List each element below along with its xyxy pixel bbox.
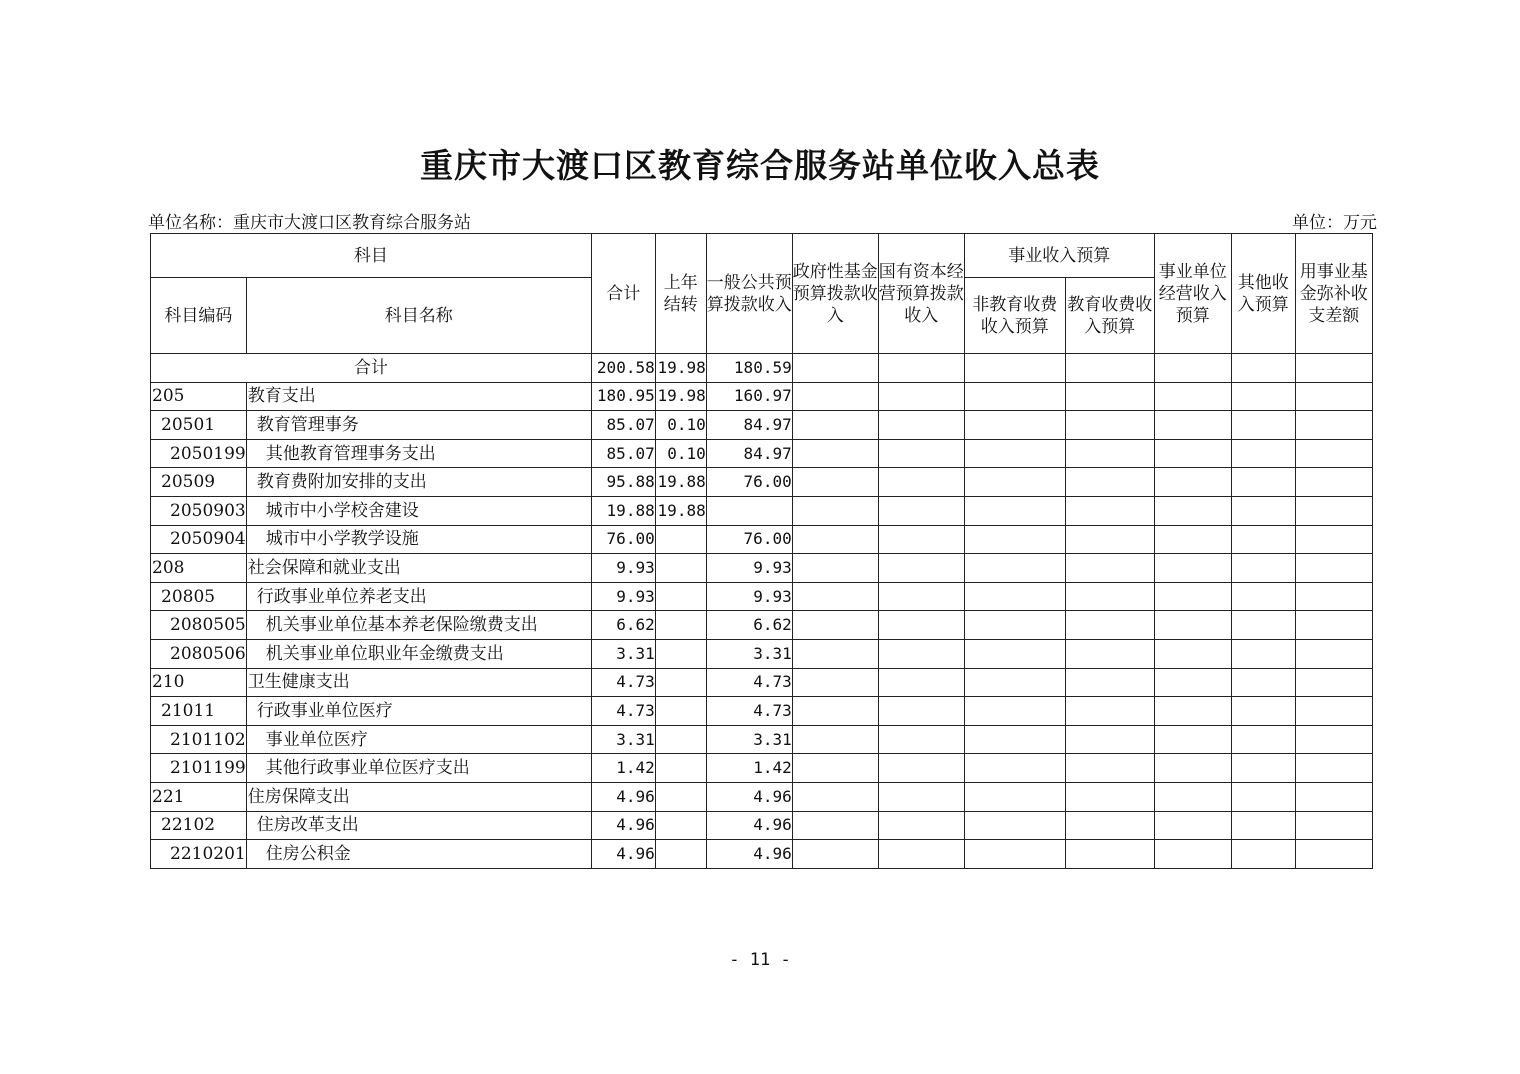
- empty-cell: [1295, 782, 1372, 811]
- empty-cell: [1065, 639, 1154, 668]
- empty-cell: [1154, 439, 1231, 468]
- empty-cell: [878, 811, 964, 840]
- header-total: 合计: [591, 234, 655, 354]
- subject-code: 2050904: [151, 525, 247, 554]
- subject-name: 城市中小学教学设施: [246, 525, 591, 554]
- empty-cell: [1231, 782, 1295, 811]
- amount-total: 3.31: [591, 725, 655, 754]
- header-general-budget: 一般公共预算拨款收入: [706, 234, 792, 354]
- empty-cell: [1154, 840, 1231, 869]
- amount-total: 76.00: [591, 525, 655, 554]
- empty-cell: [792, 754, 878, 783]
- header-other-income: 其他收入预算: [1231, 234, 1295, 354]
- empty-cell: [1154, 639, 1231, 668]
- empty-cell: [1154, 525, 1231, 554]
- table-row: [151, 468, 1373, 497]
- amount-total: 9.93: [591, 554, 655, 583]
- empty-cell: [964, 725, 1065, 754]
- empty-cell: [792, 554, 878, 583]
- table-meta: [148, 208, 1377, 232]
- empty-cell: [964, 496, 1065, 525]
- empty-cell: [1154, 668, 1231, 697]
- empty-cell: [1065, 554, 1154, 583]
- empty-cell: [1154, 754, 1231, 783]
- table-row: [151, 611, 1373, 640]
- empty-cell: [1154, 354, 1231, 383]
- amount-carryover: [655, 754, 706, 783]
- empty-cell: [1231, 840, 1295, 869]
- empty-cell: [1154, 496, 1231, 525]
- header-non-edu-fee: 非教育收费收入预算: [964, 278, 1065, 354]
- amount-carryover: 19.88: [655, 468, 706, 497]
- empty-cell: [1065, 840, 1154, 869]
- empty-cell: [792, 639, 878, 668]
- table-row: [151, 496, 1373, 525]
- amount-carryover: [655, 554, 706, 583]
- empty-cell: [964, 468, 1065, 497]
- table-row: [151, 782, 1373, 811]
- empty-cell: [878, 754, 964, 783]
- amount-total: 9.93: [591, 582, 655, 611]
- total-carryover: 19.98: [655, 354, 706, 383]
- empty-cell: [1154, 611, 1231, 640]
- table-row: [151, 439, 1373, 468]
- header-subject: 科目: [151, 234, 592, 278]
- empty-cell: [1065, 382, 1154, 411]
- amount-carryover: [655, 639, 706, 668]
- subject-name: 社会保障和就业支出: [246, 554, 591, 583]
- empty-cell: [1231, 725, 1295, 754]
- empty-cell: [964, 840, 1065, 869]
- header-name: 科目名称: [246, 278, 591, 354]
- empty-cell: [1065, 697, 1154, 726]
- amount-carryover: [655, 840, 706, 869]
- empty-cell: [1295, 554, 1372, 583]
- empty-cell: [878, 411, 964, 440]
- subject-code: 20509: [151, 468, 247, 497]
- empty-cell: [1231, 468, 1295, 497]
- empty-cell: [1295, 611, 1372, 640]
- empty-cell: [1065, 611, 1154, 640]
- empty-cell: [1231, 554, 1295, 583]
- empty-cell: [792, 811, 878, 840]
- empty-cell: [964, 354, 1065, 383]
- table-row: [151, 754, 1373, 783]
- empty-cell: [1065, 496, 1154, 525]
- empty-cell: [792, 725, 878, 754]
- unit-name: 单位名称：重庆市大渡口区教育综合服务站: [148, 213, 471, 233]
- empty-cell: [964, 811, 1065, 840]
- subject-code: 208: [151, 554, 247, 583]
- subject-code: 2080505: [151, 611, 247, 640]
- subject-code: 2050199: [151, 439, 247, 468]
- empty-cell: [1231, 439, 1295, 468]
- empty-cell: [878, 354, 964, 383]
- subject-name: 城市中小学校舍建设: [246, 496, 591, 525]
- empty-cell: [1065, 525, 1154, 554]
- empty-cell: [1154, 811, 1231, 840]
- subject-name: 机关事业单位职业年金缴费支出: [246, 639, 591, 668]
- amount-carryover: [655, 611, 706, 640]
- empty-cell: [1295, 382, 1372, 411]
- empty-cell: [1295, 468, 1372, 497]
- header-business-income: 事业收入预算: [964, 234, 1154, 278]
- empty-cell: [964, 439, 1065, 468]
- amount-general: 160.97: [706, 382, 792, 411]
- amount-total: 4.96: [591, 811, 655, 840]
- amount-total: 19.88: [591, 496, 655, 525]
- empty-cell: [1154, 697, 1231, 726]
- amount-total: 1.42: [591, 754, 655, 783]
- empty-cell: [964, 554, 1065, 583]
- empty-cell: [1231, 697, 1295, 726]
- subject-code: 20501: [151, 411, 247, 440]
- empty-cell: [1295, 525, 1372, 554]
- empty-cell: [1231, 611, 1295, 640]
- empty-cell: [1065, 668, 1154, 697]
- empty-cell: [878, 725, 964, 754]
- empty-cell: [878, 582, 964, 611]
- empty-cell: [1295, 840, 1372, 869]
- empty-cell: [1295, 754, 1372, 783]
- amount-carryover: [655, 697, 706, 726]
- empty-cell: [792, 354, 878, 383]
- empty-cell: [878, 639, 964, 668]
- empty-cell: [1154, 468, 1231, 497]
- empty-cell: [1065, 582, 1154, 611]
- empty-cell: [878, 496, 964, 525]
- empty-cell: [792, 496, 878, 525]
- header-carryover: 上年结转: [655, 234, 706, 354]
- amount-general: 4.96: [706, 782, 792, 811]
- amount-general: 4.96: [706, 840, 792, 869]
- header-operating-income: 事业单位经营收入预算: [1154, 234, 1231, 354]
- amount-total: 95.88: [591, 468, 655, 497]
- empty-cell: [792, 468, 878, 497]
- empty-cell: [1065, 411, 1154, 440]
- empty-cell: [964, 668, 1065, 697]
- amount-general: 6.62: [706, 611, 792, 640]
- amount-carryover: [655, 525, 706, 554]
- empty-cell: [1154, 554, 1231, 583]
- table-row: [151, 668, 1373, 697]
- empty-cell: [792, 411, 878, 440]
- empty-cell: [964, 782, 1065, 811]
- subject-name: 其他教育管理事务支出: [246, 439, 591, 468]
- empty-cell: [964, 411, 1065, 440]
- empty-cell: [1295, 725, 1372, 754]
- empty-cell: [1295, 697, 1372, 726]
- empty-cell: [792, 382, 878, 411]
- empty-cell: [878, 840, 964, 869]
- empty-cell: [1154, 411, 1231, 440]
- subject-name: 住房公积金: [246, 840, 591, 869]
- table-row: [151, 554, 1373, 583]
- subject-code: 2050903: [151, 496, 247, 525]
- amount-total: 85.07: [591, 411, 655, 440]
- empty-cell: [1231, 582, 1295, 611]
- subject-code: 21011: [151, 697, 247, 726]
- empty-cell: [878, 382, 964, 411]
- empty-cell: [1154, 725, 1231, 754]
- subject-code: 2101102: [151, 725, 247, 754]
- empty-cell: [878, 468, 964, 497]
- empty-cell: [1231, 754, 1295, 783]
- subject-name: 卫生健康支出: [246, 668, 591, 697]
- empty-cell: [1295, 639, 1372, 668]
- subject-name: 住房改革支出: [246, 811, 591, 840]
- amount-carryover: [655, 811, 706, 840]
- amount-carryover: 0.10: [655, 439, 706, 468]
- amount-general: 4.73: [706, 668, 792, 697]
- empty-cell: [964, 582, 1065, 611]
- empty-cell: [1295, 582, 1372, 611]
- empty-cell: [878, 668, 964, 697]
- amount-total: 3.31: [591, 639, 655, 668]
- amount-general: 1.42: [706, 754, 792, 783]
- empty-cell: [964, 382, 1065, 411]
- empty-cell: [1231, 354, 1295, 383]
- empty-cell: [1154, 782, 1231, 811]
- empty-cell: [964, 697, 1065, 726]
- table-row: [151, 639, 1373, 668]
- empty-cell: [792, 668, 878, 697]
- subject-name: 住房保障支出: [246, 782, 591, 811]
- empty-cell: [792, 697, 878, 726]
- empty-cell: [1295, 411, 1372, 440]
- subject-code: 2101199: [151, 754, 247, 783]
- header-fund-balance: 用事业基金弥补收支差额: [1295, 234, 1372, 354]
- empty-cell: [1065, 439, 1154, 468]
- empty-cell: [1295, 354, 1372, 383]
- amount-carryover: 19.88: [655, 496, 706, 525]
- header-state-capital: 国有资本经营预算拨款收入: [878, 234, 964, 354]
- subject-code: 20805: [151, 582, 247, 611]
- empty-cell: [792, 525, 878, 554]
- table-row: [151, 697, 1373, 726]
- subject-code: 2210201: [151, 840, 247, 869]
- income-summary-table: [150, 233, 1373, 869]
- amount-general: 3.31: [706, 639, 792, 668]
- empty-cell: [878, 554, 964, 583]
- amount-general: 84.97: [706, 439, 792, 468]
- empty-cell: [1065, 782, 1154, 811]
- empty-cell: [1231, 382, 1295, 411]
- empty-cell: [1065, 754, 1154, 783]
- total-label: 合计: [151, 354, 592, 383]
- header-edu-fee: 教育收费收入预算: [1065, 278, 1154, 354]
- empty-cell: [1295, 668, 1372, 697]
- empty-cell: [792, 611, 878, 640]
- page-number: - 11 -: [729, 950, 791, 970]
- subject-code: 221: [151, 782, 247, 811]
- amount-total: 4.73: [591, 697, 655, 726]
- amount-total: 85.07: [591, 439, 655, 468]
- unit-label: 单位：万元: [1292, 213, 1377, 233]
- empty-cell: [1231, 411, 1295, 440]
- empty-cell: [792, 782, 878, 811]
- amount-total: 4.73: [591, 668, 655, 697]
- amount-general: 9.93: [706, 554, 792, 583]
- empty-cell: [1295, 811, 1372, 840]
- empty-cell: [1295, 496, 1372, 525]
- amount-total: 180.95: [591, 382, 655, 411]
- total-amount: 200.58: [591, 354, 655, 383]
- amount-general: 3.31: [706, 725, 792, 754]
- amount-carryover: [655, 582, 706, 611]
- amount-carryover: [655, 725, 706, 754]
- empty-cell: [964, 754, 1065, 783]
- subject-name: 教育支出: [246, 382, 591, 411]
- amount-general: 76.00: [706, 525, 792, 554]
- empty-cell: [1231, 639, 1295, 668]
- amount-carryover: [655, 782, 706, 811]
- amount-general: 4.96: [706, 811, 792, 840]
- header-code: 科目编码: [151, 278, 247, 354]
- subject-code: 210: [151, 668, 247, 697]
- amount-general: 76.00: [706, 468, 792, 497]
- table-row: [151, 525, 1373, 554]
- empty-cell: [878, 611, 964, 640]
- subject-name: 教育费附加安排的支出: [246, 468, 591, 497]
- amount-carryover: 19.98: [655, 382, 706, 411]
- empty-cell: [1231, 668, 1295, 697]
- table-row: [151, 840, 1373, 869]
- subject-name: 行政事业单位养老支出: [246, 582, 591, 611]
- subject-name: 教育管理事务: [246, 411, 591, 440]
- subject-code: 205: [151, 382, 247, 411]
- empty-cell: [964, 611, 1065, 640]
- total-general: 180.59: [706, 354, 792, 383]
- amount-general: [706, 496, 792, 525]
- table-row: [151, 811, 1373, 840]
- table-row: [151, 382, 1373, 411]
- amount-general: 4.73: [706, 697, 792, 726]
- empty-cell: [878, 525, 964, 554]
- empty-cell: [878, 697, 964, 726]
- amount-total: 6.62: [591, 611, 655, 640]
- subject-name: 事业单位医疗: [246, 725, 591, 754]
- table-total-row: [151, 354, 1373, 383]
- empty-cell: [878, 439, 964, 468]
- empty-cell: [1065, 725, 1154, 754]
- subject-code: 22102: [151, 811, 247, 840]
- table-row: [151, 725, 1373, 754]
- table-row: [151, 411, 1373, 440]
- empty-cell: [792, 840, 878, 869]
- header-gov-fund: 政府性基金预算拨款收入: [792, 234, 878, 354]
- subject-name: 行政事业单位医疗: [246, 697, 591, 726]
- empty-cell: [1065, 811, 1154, 840]
- empty-cell: [1231, 811, 1295, 840]
- empty-cell: [878, 782, 964, 811]
- amount-general: 9.93: [706, 582, 792, 611]
- empty-cell: [1154, 382, 1231, 411]
- amount-carryover: 0.10: [655, 411, 706, 440]
- empty-cell: [1065, 354, 1154, 383]
- amount-carryover: [655, 668, 706, 697]
- empty-cell: [964, 525, 1065, 554]
- empty-cell: [1231, 525, 1295, 554]
- empty-cell: [1295, 439, 1372, 468]
- empty-cell: [792, 582, 878, 611]
- amount-general: 84.97: [706, 411, 792, 440]
- empty-cell: [1154, 582, 1231, 611]
- empty-cell: [792, 439, 878, 468]
- document-title: 重庆市大渡口区教育综合服务站单位收入总表: [420, 146, 1100, 185]
- empty-cell: [964, 639, 1065, 668]
- empty-cell: [1065, 468, 1154, 497]
- subject-name: 其他行政事业单位医疗支出: [246, 754, 591, 783]
- subject-code: 2080506: [151, 639, 247, 668]
- amount-total: 4.96: [591, 840, 655, 869]
- subject-name: 机关事业单位基本养老保险缴费支出: [246, 611, 591, 640]
- empty-cell: [1231, 496, 1295, 525]
- table-row: [151, 582, 1373, 611]
- amount-total: 4.96: [591, 782, 655, 811]
